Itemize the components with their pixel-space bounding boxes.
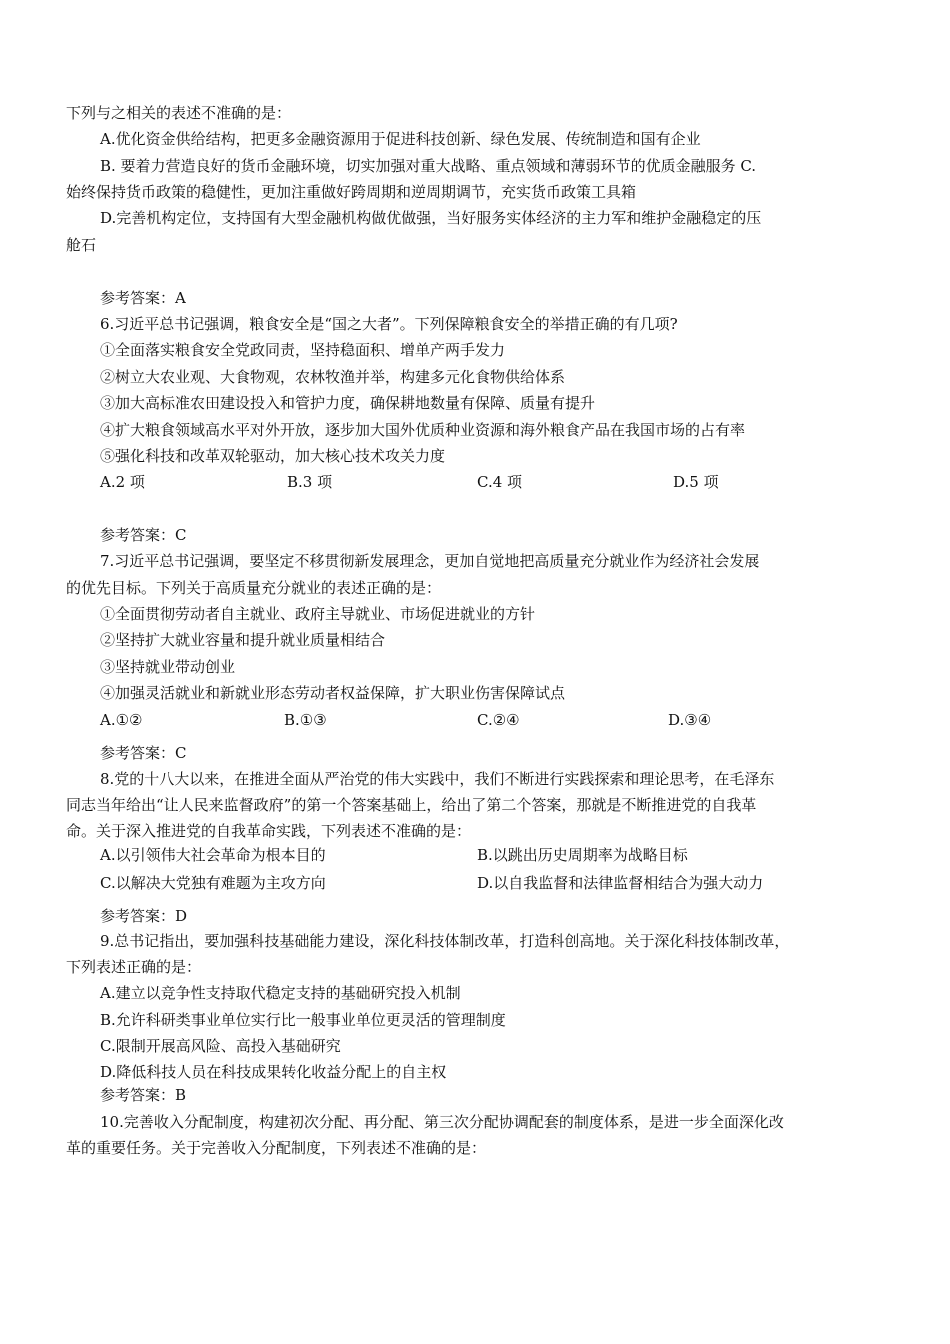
question-stem: 下列与之相关的表述不准确的是： — [66, 104, 292, 122]
option-b: B.①③ — [284, 711, 327, 729]
statement-item: ①全面落实粮食安全党政同责，坚持稳面积、增单产两手发力 — [100, 341, 506, 359]
option-c: C.4 项 — [477, 473, 523, 491]
option-d: D.③④ — [668, 711, 712, 729]
answer-label: 参考答案：B — [100, 1086, 187, 1104]
statement-item: ⑤强化科技和改革双轮驱动，加大核心技术攻关力度 — [100, 447, 446, 465]
question-10-stem: 10.完善收入分配制度，构建初次分配、再分配、第三次分配协调配套的制度体系，是进一步全面深化改 — [100, 1113, 784, 1131]
option-d: D.以自我监督和法律监督相结合为强大动力 — [477, 874, 764, 892]
option-d-continued: 舱石 — [66, 236, 97, 254]
statement-item: ①全面贯彻劳动者自主就业、政府主导就业、市场促进就业的方针 — [100, 605, 536, 623]
option-c: C.②④ — [477, 711, 520, 729]
question-8-stem-continued: 命。关于深入推进党的自我革命实践，下列表述不准确的是： — [66, 822, 472, 840]
option-a: A.建立以竞争性支持取代稳定支持的基础研究投入机制 — [100, 984, 461, 1002]
question-8-stem-continued: 同志当年给出“让人民来监督政府”的第一个答案基础上，给出了第二个答案，那就是不断推进党的自我革 — [66, 796, 757, 814]
option-a: A.优化资金供给结构，把更多金融资源用于促进科技创新、绿色发展、传统制造和国有企业 — [100, 130, 701, 148]
question-7-stem: 7.习近平总书记强调，要坚定不移贯彻新发展理念，更加自觉地把高质量充分就业作为经济社会发展 — [100, 552, 760, 570]
question-9-stem-continued: 下列表述正确的是： — [66, 958, 202, 976]
option-d: D.5 项 — [673, 473, 719, 491]
option-d: D.完善机构定位，支持国有大型金融机构做优做强，当好服务实体经济的主力军和维护金融稳定的压 — [100, 209, 762, 227]
question-9-stem: 9.总书记指出，要加强科技基础能力建设，深化科技体制改革，打造科创高地。关于深化科技体制改革， — [100, 932, 790, 950]
answer-label: 参考答案：C — [100, 744, 187, 762]
answer-label: 参考答案：D — [100, 907, 188, 925]
option-a: A.2 项 — [100, 473, 145, 491]
statement-item: ③加大高标准农田建设投入和管护力度，确保耕地数量有保障、质量有提升 — [100, 394, 596, 412]
statement-item: ②树立大农业观、大食物观，农林牧渔并举，构建多元化食物供给体系 — [100, 368, 566, 386]
option-b: B.3 项 — [287, 473, 333, 491]
option-a: A.以引领伟大社会革命为根本目的 — [100, 846, 326, 864]
option-b: B.以跳出历史周期率为战略目标 — [477, 846, 688, 864]
answer-label: 参考答案：A — [100, 289, 186, 307]
option-b: B.允许科研类事业单位实行比一般事业单位更灵活的管理制度 — [100, 1011, 506, 1029]
statement-item: ②坚持扩大就业容量和提升就业质量相结合 — [100, 631, 386, 649]
statement-item: ④加强灵活就业和新就业形态劳动者权益保障，扩大职业伤害保障试点 — [100, 684, 566, 702]
option-d: D.降低科技人员在科技成果转化收益分配上的自主权 — [100, 1063, 447, 1081]
question-7-stem-continued: 的优先目标。下列关于高质量充分就业的表述正确的是： — [66, 579, 442, 597]
option-b: B. 要着力营造良好的货币金融环境，切实加强对重大战略、重点领域和薄弱环节的优质金融服务 C. — [100, 157, 757, 175]
option-a: A.①② — [100, 711, 143, 729]
statement-item: ④扩大粮食领域高水平对外开放，逐步加大国外优质种业资源和海外粮食产品在我国市场的占有率 — [100, 421, 746, 439]
answer-label: 参考答案：C — [100, 526, 187, 544]
option-c: C.以解决大党独有难题为主攻方向 — [100, 874, 326, 892]
question-6-stem: 6.习近平总书记强调，粮食安全是“国之大者”。下列保障粮食安全的举措正确的有几项? — [100, 315, 678, 333]
option-c: 始终保持货币政策的稳健性，更加注重做好跨周期和逆周期调节，充实货币政策工具箱 — [66, 183, 637, 201]
question-10-stem-continued: 革的重要任务。关于完善收入分配制度，下列表述不准确的是： — [66, 1139, 487, 1157]
option-c: C.限制开展高风险、高投入基础研究 — [100, 1037, 341, 1055]
statement-item: ③坚持就业带动创业 — [100, 658, 236, 676]
question-8-stem: 8.党的十八大以来，在推进全面从严治党的伟大实践中，我们不断进行实践探索和理论思考，在毛泽东 — [100, 770, 775, 788]
